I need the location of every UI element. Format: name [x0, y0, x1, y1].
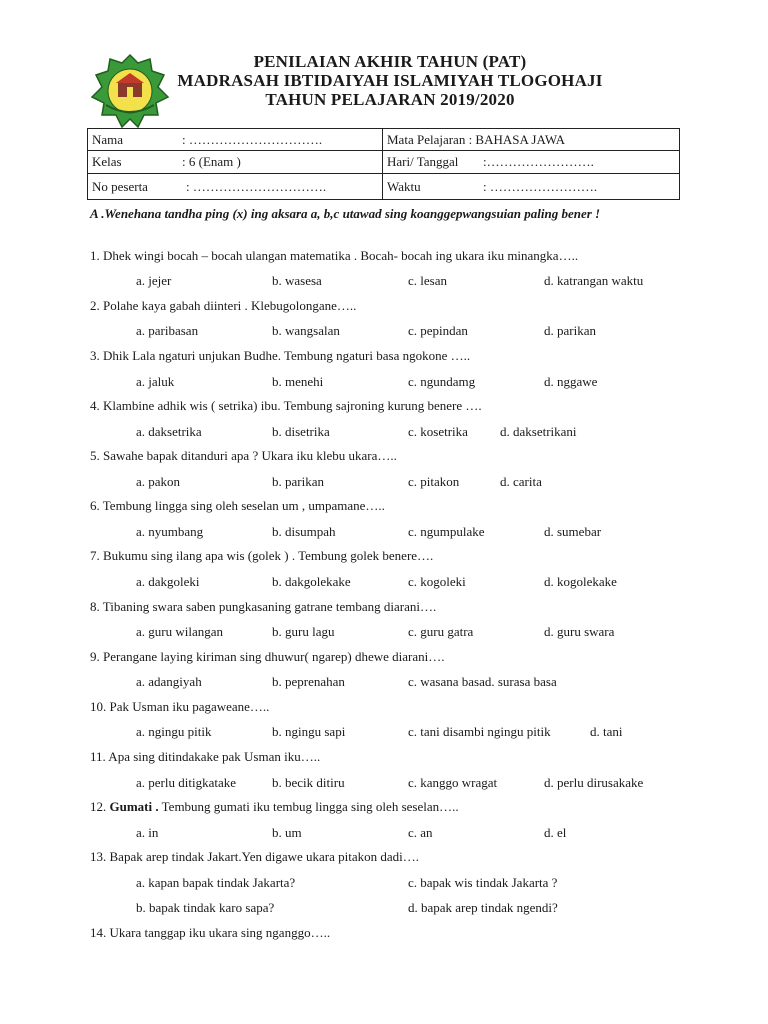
mapel-cell: [383, 129, 680, 151]
question-1: 1. Dhek wingi bocah – bocah ulangan matematika . Bocah- bocah ing ukara iku minangka…..: [90, 248, 579, 263]
option-a: a. daksetrika: [136, 424, 202, 439]
question-4: 4. Klambine adhik wis ( setrika) ibu. Tembung sajroning kurung benere ….: [90, 398, 482, 413]
option-d: d. perlu dirusakake: [544, 775, 644, 790]
question-11: 11. Apa sing ditindakake pak Usman iku…..: [90, 749, 321, 764]
instruction-text: A .Wenehana tandha ping (x) ing aksara a, b,c utawad sing koanggepwangsuian paling bener !: [90, 206, 601, 221]
option-b: b. wangsalan: [272, 323, 340, 338]
option-a: a. pakon: [136, 474, 181, 489]
question-10: 10. Pak Usman iku pagaweane…..: [90, 699, 270, 714]
option-a: a. guru wilangan: [136, 624, 224, 639]
option-d: d. tani: [590, 724, 623, 739]
question-text: Tembung gumati iku tembug lingga sing oleh seselan…..: [158, 799, 459, 814]
option-c: c. kosetrika: [408, 424, 468, 439]
hari-cell: [383, 151, 680, 174]
option-a: a. ngingu pitik: [136, 724, 212, 739]
kelas-label: Kelas: [92, 154, 122, 169]
option-b: b. guru lagu: [272, 624, 335, 639]
student-info-table: [87, 128, 680, 200]
option-a: a. jaluk: [136, 374, 175, 389]
option-d: d. kogolekake: [544, 574, 617, 589]
option-a: a. paribasan: [136, 323, 199, 338]
header-title: PENILAIAN AKHIR TAHUN (PAT): [253, 52, 527, 71]
option-b: b. menehi: [272, 374, 324, 389]
option-a: a. jejer: [136, 273, 172, 288]
question-13: 13. Bapak arep tindak Jakart.Yen digawe ukara pitakon dadi….: [90, 849, 420, 864]
option-a: a. nyumbang: [136, 524, 204, 539]
option-c: c. tani disambi ngingu pitik: [408, 724, 551, 739]
question-9: 9. Perangane laying kiriman sing dhuwur( ngarep) dhewe diarani….: [90, 649, 445, 664]
option-c: c. an: [408, 825, 433, 840]
option-b: b. ngingu sapi: [272, 724, 346, 739]
question-8: 8. Tibaning swara saben pungkasaning gatrane tembang diarani….: [90, 599, 437, 614]
table-row: [88, 129, 680, 151]
option-a: a. kapan bapak tindak Jakarta?: [136, 875, 296, 890]
peserta-cell: [88, 174, 383, 200]
peserta-label: No peserta: [92, 178, 148, 194]
option-d: d. katrangan waktu: [544, 273, 644, 288]
option-c: c. kogoleki: [408, 574, 466, 589]
table-row: [88, 174, 680, 200]
option-c: c. kanggo wragat: [408, 775, 498, 790]
option-c: c. ngumpulake: [408, 524, 485, 539]
option-d: d. el: [544, 825, 567, 840]
option-d: d. bapak arep tindak ngendi?: [408, 900, 558, 915]
option-c: c. wasana basad. surasa basa: [408, 674, 557, 689]
question-3: 3. Dhik Lala ngaturi unjukan Budhe. Tembung ngaturi basa ngokone …..: [90, 348, 471, 363]
option-b: b. disetrika: [272, 424, 330, 439]
option-d: d. carita: [500, 474, 542, 489]
header-school-name: MADRASAH IBTIDAIYAH ISLAMIYAH TLOGOHAJI: [177, 71, 603, 90]
peserta-value: : ………………………….: [186, 178, 327, 194]
option-c: c. lesan: [408, 273, 447, 288]
nama-cell: [88, 129, 383, 151]
option-b: b. bapak tindak karo sapa?: [136, 900, 275, 915]
question-keyword: Gumati .: [109, 799, 159, 814]
nama-value: : ………………………….: [182, 131, 323, 147]
option-b: b. wasesa: [272, 273, 322, 288]
option-b: b. dakgolekake: [272, 574, 351, 589]
kelas-cell: [88, 151, 383, 174]
option-c: c. ngundamg: [408, 374, 476, 389]
hari-value: :…………………….: [483, 154, 594, 169]
header-year: TAHUN PELAJARAN 2019/2020: [265, 90, 515, 109]
question-14: 14. Ukara tanggap iku ukara sing nganggo…..: [90, 925, 331, 940]
option-c: c. pitakon: [408, 474, 460, 489]
option-d: d. sumebar: [544, 524, 602, 539]
kelas-value: : 6 (Enam ): [182, 154, 241, 169]
option-b: b. becik ditiru: [272, 775, 345, 790]
option-b: b. peprenahan: [272, 674, 345, 689]
option-a: a. perlu ditigkatake: [136, 775, 236, 790]
option-d: d. nggawe: [544, 374, 598, 389]
waktu-value: : …………………….: [483, 178, 598, 194]
question-7: 7. Bukumu sing ilang apa wis (golek ) . Tembung golek benere….: [90, 548, 434, 563]
hari-label: Hari/ Tanggal: [387, 154, 459, 169]
option-a: a. adangiyah: [136, 674, 202, 689]
waktu-cell: [383, 174, 680, 200]
question-number: 12.: [90, 799, 110, 814]
mapel-label: Mata Pelajaran : BAHASA JAWA: [387, 131, 566, 147]
option-b: b. parikan: [272, 474, 324, 489]
nama-label: Nama: [92, 131, 124, 147]
question-2: 2. Polahe kaya gabah diinteri . Klebugolongane…..: [90, 298, 357, 313]
option-c: c. guru gatra: [408, 624, 474, 639]
option-d: d. parikan: [544, 323, 596, 338]
option-b: b. um: [272, 825, 302, 840]
document-header: [150, 52, 630, 109]
option-c: c. pepindan: [408, 323, 468, 338]
table-row: [88, 151, 680, 174]
option-a: a. in: [136, 825, 159, 840]
option-a: a. dakgoleki: [136, 574, 200, 589]
question-12: [90, 799, 459, 815]
question-5: 5. Sawahe bapak ditanduri apa ? Ukara iku klebu ukara…..: [90, 448, 397, 463]
option-d: d. guru swara: [544, 624, 615, 639]
option-b: b. disumpah: [272, 524, 336, 539]
question-6: 6. Tembung lingga sing oleh seselan um , umpamane…..: [90, 498, 385, 513]
option-c: c. bapak wis tindak Jakarta ?: [408, 875, 558, 890]
option-d: d. daksetrikani: [500, 424, 577, 439]
waktu-label: Waktu: [387, 178, 421, 194]
